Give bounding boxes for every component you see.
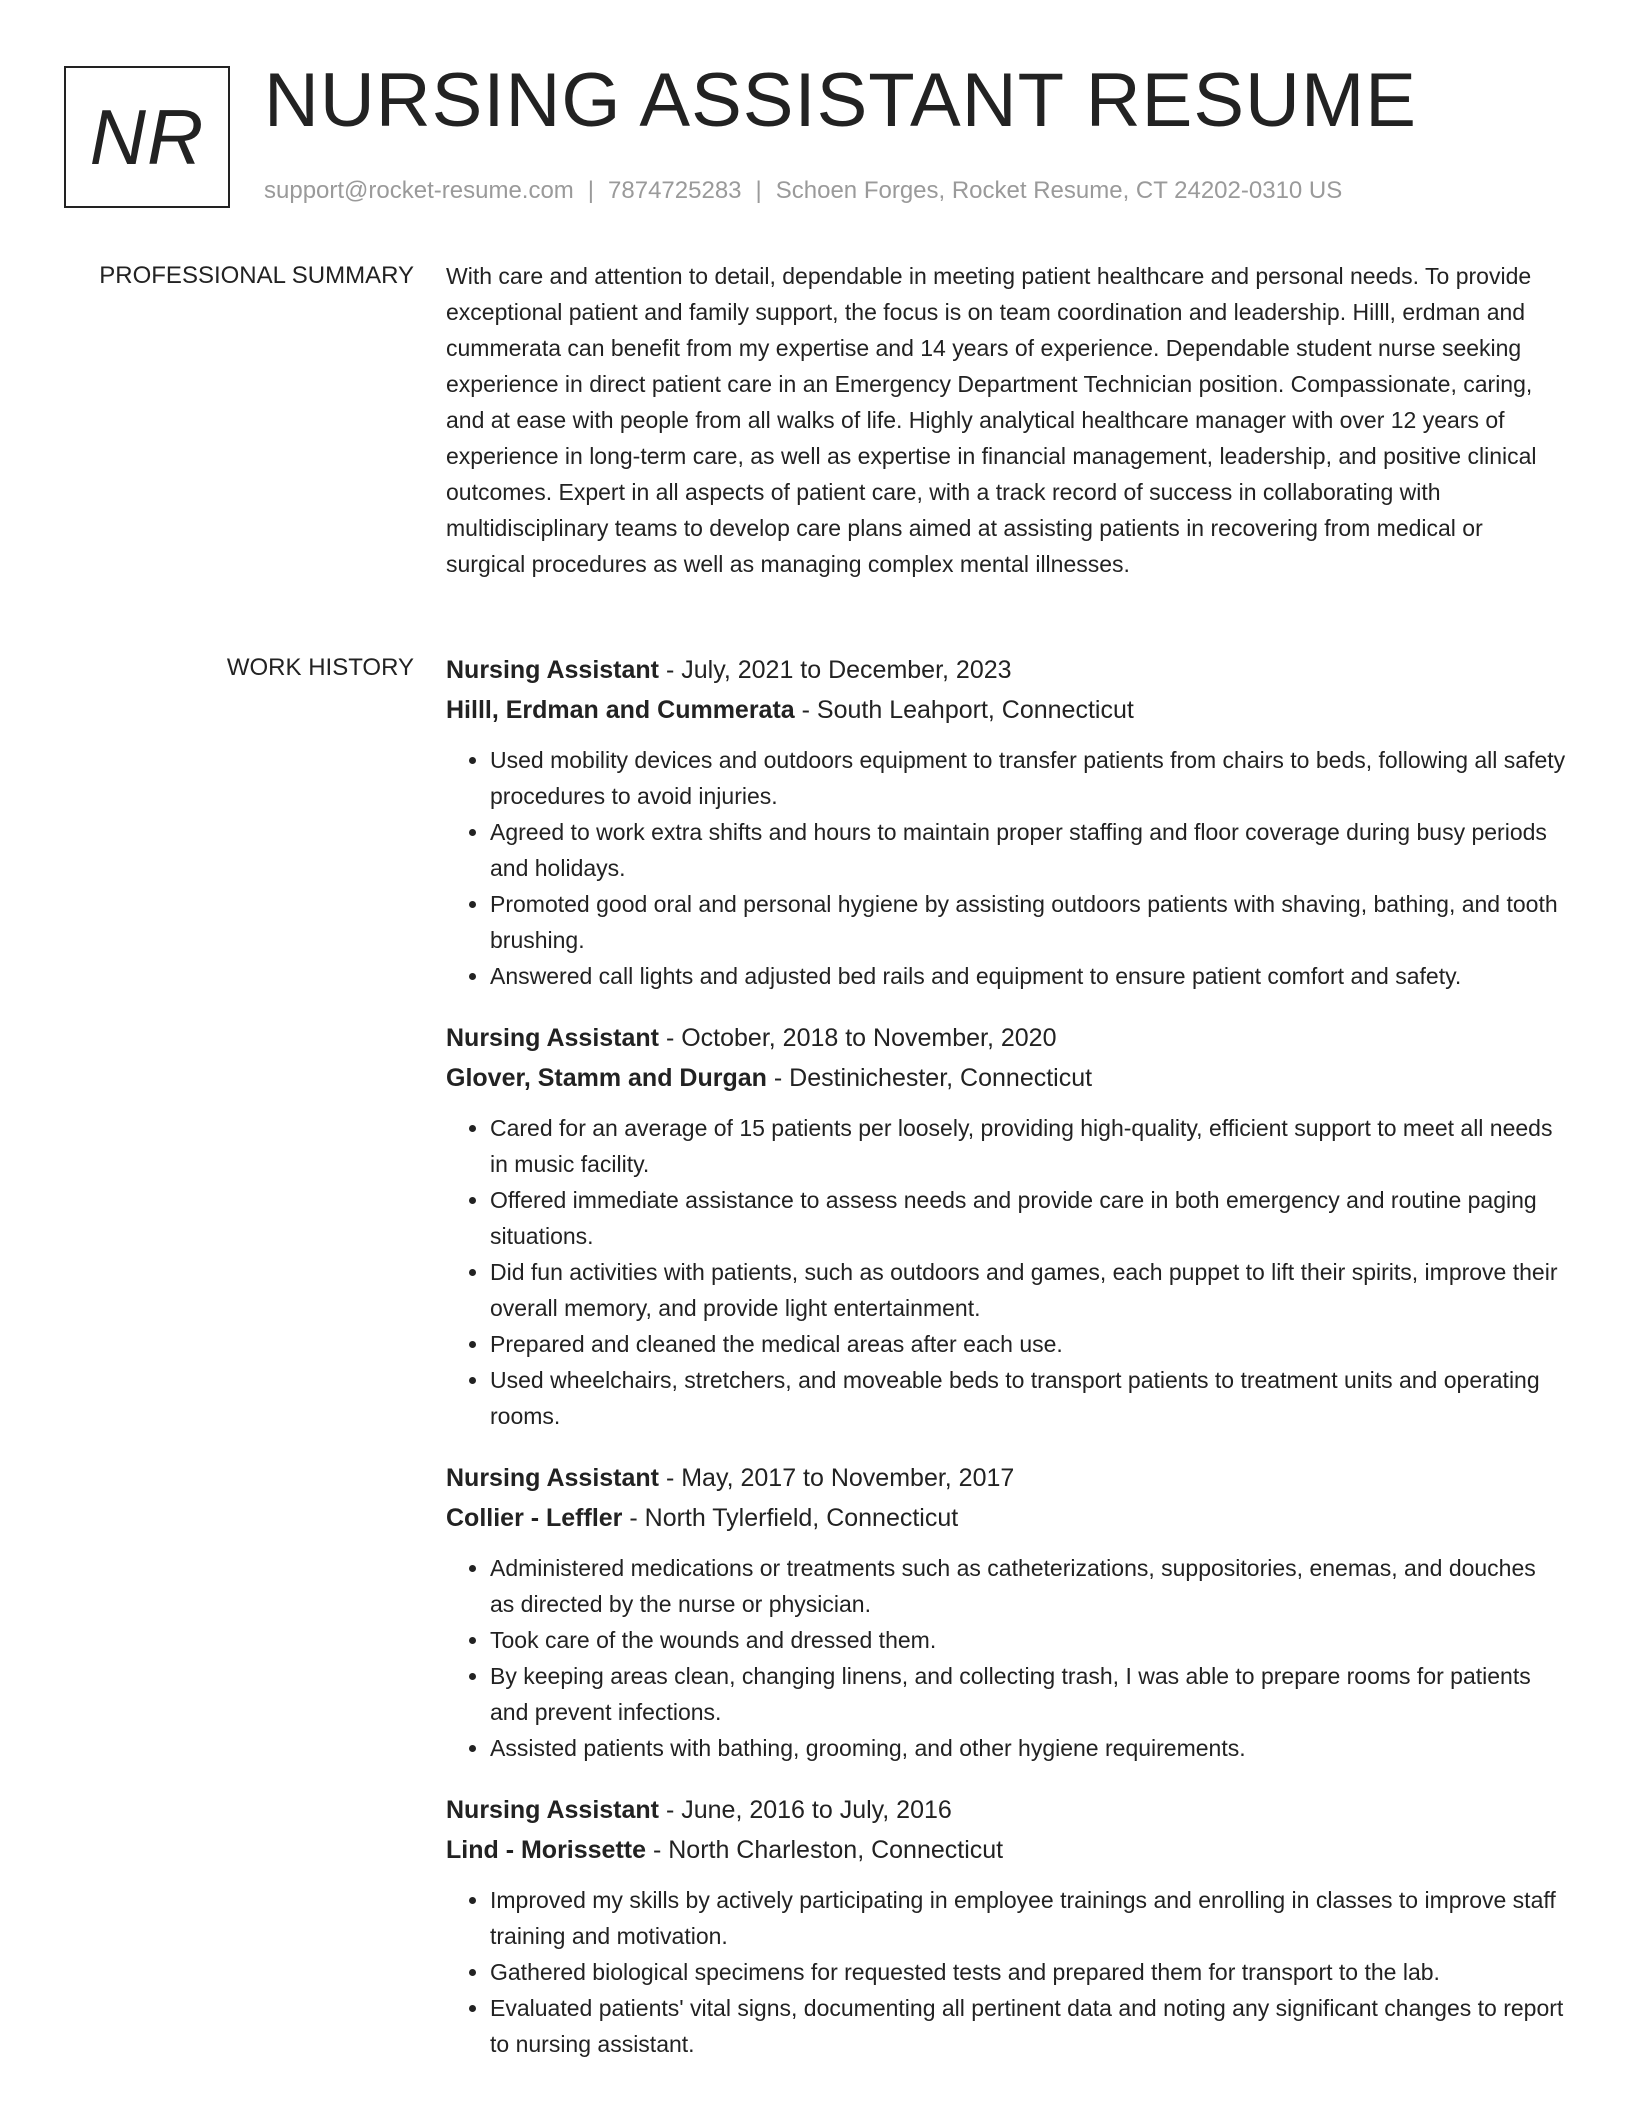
job-title-line — [446, 1018, 1566, 1058]
job-title-line — [446, 650, 1566, 690]
section-label-work-history: WORK HISTORY — [226, 654, 414, 681]
job-bullet: • Took care of the wounds and dressed them. — [490, 1622, 1566, 1658]
job-bullet: • Gathered biological specimens for requested tests and prepared them for transport to the lab. — [490, 1954, 1566, 1990]
job-title: Nursing Assistant — [446, 656, 660, 684]
job-bullet: • Cared for an average of 15 patients per loosely, providing high-quality, efficient support to meet all needs in music facility. — [490, 1110, 1566, 1182]
job-dates: - October, 2018 to November, 2020 — [659, 1024, 1057, 1052]
phone-number: 7874725283 — [608, 177, 742, 204]
summary-body — [446, 258, 1566, 582]
job-title-line — [446, 1790, 1566, 1830]
job-bullet: • By keeping areas clean, changing linens, and collecting trash, I was able to prepare rooms for patients and prevent infections. — [490, 1658, 1566, 1730]
job-location: - Destinichester, Connecticut — [766, 1064, 1093, 1092]
work-history-body — [446, 650, 1566, 2086]
job-company: Hilll, Erdman and Cummerata — [446, 696, 795, 724]
job-bullet: • Assisted patients with bathing, grooming, and other hygiene requirements. — [490, 1730, 1566, 1766]
job-entry — [446, 1790, 1566, 2062]
summary-text: With care and attention to detail, dependable in meeting patient healthcare and personal needs. To provide exceptional patient and family support, the focus is on team coordination and leadership. Hilll, erdman and cummerata can benefit from my expertise and 14 years of experience. Dependable student nurse seeking experience in direct patient care in an Emergency Department Technician position. Compassionate, caring, and at ease with people from all walks of life. Highly analytical healthcare manager with over 12 years of experience in long-term care, as well as expertise in financial management, leadership, and positive clinical outcomes. Expert in all aspects of patient care, with a track record of success in collaborating with multidisciplinary teams to develop care plans aimed at assisting patients in recovering from medical or surgical procedures as well as managing complex mental illnesses. — [446, 263, 1537, 577]
contact-line — [264, 176, 1342, 206]
job-entry — [446, 1018, 1566, 1434]
job-bullet: • Used wheelchairs, stretchers, and moveable beds to transport patients to treatment units and operating rooms. — [490, 1362, 1566, 1434]
job-bullet: • Used mobility devices and outdoors equipment to transfer patients from chairs to beds, following all safety procedures to avoid injuries. — [490, 742, 1566, 814]
job-location: - North Tylerfield, Connecticut — [622, 1504, 959, 1532]
job-bullet: • Agreed to work extra shifts and hours to maintain proper staffing and floor coverage during busy periods and holidays. — [490, 814, 1566, 886]
email-link[interactable]: support@rocket-resume.com — [264, 177, 574, 204]
job-bullet: • Administered medications or treatments such as catheterizations, suppositories, enemas, and douches as directed by the nurse or physician. — [490, 1550, 1566, 1622]
job-bullet: • Promoted good oral and personal hygiene by assisting outdoors patients with shaving, bathing, and tooth brushing. — [490, 886, 1566, 958]
job-bullets — [446, 1550, 1566, 1766]
job-company: Collier - Leffler — [446, 1504, 623, 1532]
job-company: Lind - Morissette — [446, 1836, 647, 1864]
job-entry — [446, 1458, 1566, 1766]
job-dates: - May, 2017 to November, 2017 — [659, 1464, 1015, 1492]
job-company-line — [446, 1498, 1566, 1538]
job-bullet: • Improved my skills by actively participating in employee trainings and enrolling in classes to improve staff training and motivation. — [490, 1882, 1566, 1954]
resume-title: NURSING ASSISTANT RESUME — [264, 58, 1417, 143]
monogram-logo: NR — [64, 66, 230, 208]
job-title: Nursing Assistant — [446, 1464, 660, 1492]
job-title: Nursing Assistant — [446, 1796, 660, 1824]
job-title: Nursing Assistant — [446, 1024, 660, 1052]
job-dates: - July, 2021 to December, 2023 — [659, 656, 1012, 684]
job-bullet: • Did fun activities with patients, such as outdoors and games, each puppet to lift their spirits, improve their overall memory, and provide light entertainment. — [490, 1254, 1566, 1326]
job-bullet: • Answered call lights and adjusted bed rails and equipment to ensure patient comfort and safety. — [490, 958, 1566, 994]
job-bullets — [446, 742, 1566, 994]
job-bullet: • Offered immediate assistance to assess needs and provide care in both emergency and routine paging situations. — [490, 1182, 1566, 1254]
job-company: Glover, Stamm and Durgan — [446, 1064, 767, 1092]
job-bullet: • Prepared and cleaned the medical areas after each use. — [490, 1326, 1566, 1362]
job-dates: - June, 2016 to July, 2016 — [659, 1796, 952, 1824]
job-bullets — [446, 1110, 1566, 1434]
job-location: - North Charleston, Connecticut — [646, 1836, 1004, 1864]
job-company-line — [446, 1830, 1566, 1870]
job-company-line — [446, 690, 1566, 730]
job-company-line — [446, 1058, 1566, 1098]
job-bullets — [446, 1882, 1566, 2062]
job-bullet: • Evaluated patients' vital signs, documenting all pertinent data and noting any significant changes to report to nursing assistant. — [490, 1990, 1566, 2062]
job-entry — [446, 650, 1566, 994]
job-location: - South Leahport, Connecticut — [794, 696, 1134, 724]
contact-separator: | — [755, 177, 762, 204]
contact-separator: | — [587, 177, 595, 204]
section-label-summary: PROFESSIONAL SUMMARY — [99, 262, 414, 289]
job-title-line — [446, 1458, 1566, 1498]
address: Schoen Forges, Rocket Resume, CT 24202-0310 US — [775, 177, 1343, 204]
